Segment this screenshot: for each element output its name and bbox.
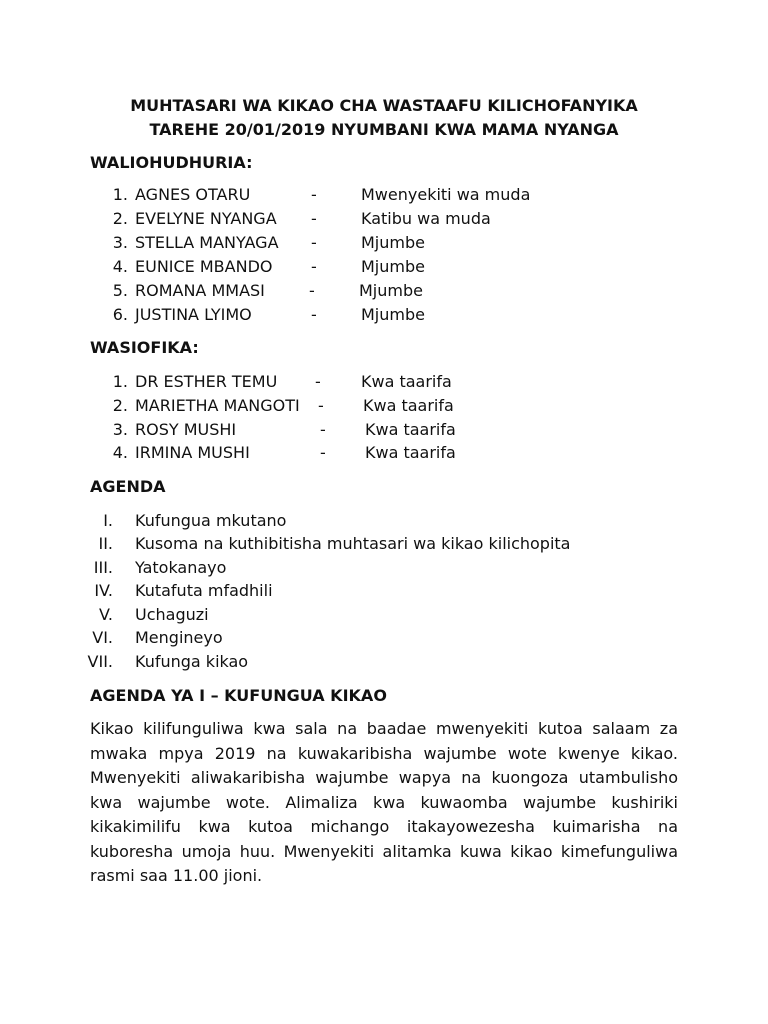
separator-dash: - xyxy=(309,281,315,300)
separator-dash: - xyxy=(311,233,317,252)
attendee-role: Mwenyekiti wa muda xyxy=(361,185,531,204)
attendee-number: 2. xyxy=(112,209,128,228)
section-heading: AGENDA YA I – KUFUNGUA KIKAO xyxy=(90,686,387,705)
attendee-role: Mjumbe xyxy=(361,305,425,324)
separator-dash: - xyxy=(311,209,317,228)
attendee-row xyxy=(0,207,768,231)
attendee-row xyxy=(0,303,768,327)
absentees-heading: WASIOFIKA: xyxy=(90,338,199,357)
attendee-row xyxy=(0,255,768,279)
agenda-item-number: II. xyxy=(98,534,113,553)
agenda-item xyxy=(0,603,768,627)
attendee-row xyxy=(0,231,768,255)
agenda-item xyxy=(0,556,768,580)
absentee-name: ROSY MUSHI xyxy=(135,420,237,439)
agenda-item-text: Mengineyo xyxy=(135,628,223,647)
attendee-name: ROMANA MMASI xyxy=(135,281,265,300)
agenda-item-number: VII. xyxy=(87,652,113,671)
attendee-role: Katibu wa muda xyxy=(361,209,491,228)
agenda-item-text: Kusoma na kuthibitisha muhtasari wa kikao kilichopita xyxy=(135,534,571,553)
absentee-role: Kwa taarifa xyxy=(365,420,456,439)
agenda-item-text: Uchaguzi xyxy=(135,605,209,624)
absentee-name: DR ESTHER TEMU xyxy=(135,372,278,391)
separator-dash: - xyxy=(320,420,326,439)
attendee-row xyxy=(0,183,768,207)
agenda-heading: AGENDA xyxy=(90,477,166,496)
absentee-name: IRMINA MUSHI xyxy=(135,443,250,462)
agenda-item-text: Kutafuta mfadhili xyxy=(135,581,273,600)
attendee-number: 3. xyxy=(112,233,128,252)
attendee-role: Mjumbe xyxy=(361,233,425,252)
agenda-item-number: III. xyxy=(93,558,113,577)
agenda-item-number: IV. xyxy=(94,581,113,600)
separator-dash: - xyxy=(315,372,321,391)
agenda-item-number: V. xyxy=(99,605,113,624)
attendees-heading: WALIOHUDHURIA: xyxy=(90,153,253,172)
absentee-name: MARIETHA MANGOTI xyxy=(135,396,300,415)
separator-dash: - xyxy=(318,396,324,415)
attendee-role: Mjumbe xyxy=(361,257,425,276)
agenda-item xyxy=(0,579,768,603)
separator-dash: - xyxy=(311,257,317,276)
attendee-number: 1. xyxy=(112,185,128,204)
document-title-line-1: MUHTASARI WA KIKAO CHA WASTAAFU KILICHOFANYIKA xyxy=(130,96,638,115)
absentee-number: 2. xyxy=(112,396,128,415)
agenda-item-text: Kufunga kikao xyxy=(135,652,249,671)
agenda-item-text: Kufungua mkutano xyxy=(135,511,287,530)
agenda-item xyxy=(0,650,768,674)
attendee-number: 5. xyxy=(112,281,128,300)
attendee-number: 6. xyxy=(112,305,128,324)
separator-dash: - xyxy=(311,305,317,324)
absentee-number: 3. xyxy=(112,420,128,439)
section-body-paragraph: Kikao kilifunguliwa kwa sala na baadae mwenyekiti kutoa salaam za mwaka mpya 2019 na kuwakaribisha wajumbe wote kwenye kikao. Mwenyekiti aliwakaribisha wajumbe wapya na kuongoza utambulisho kwa wajumbe wote. Alimaliza kwa kuwaomba wajumbe kushiriki kikakimilifu kwa kutoa michango itakayowezesha kuimarisha na kuboresha umoja huu. Mwenyekiti alitamka kuwa kikao kimefunguliwa rasmi saa 11.00 jioni. xyxy=(90,719,678,885)
absentee-row xyxy=(0,441,768,465)
absentee-number: 4. xyxy=(112,443,128,462)
absentee-number: 1. xyxy=(112,372,128,391)
attendee-row xyxy=(0,279,768,303)
absentee-role: Kwa taarifa xyxy=(363,396,454,415)
attendee-name: STELLA MANYAGA xyxy=(135,233,279,252)
absentee-row xyxy=(0,418,768,442)
agenda-item-number: VI. xyxy=(92,628,113,647)
absentee-row xyxy=(0,394,768,418)
agenda-item-text: Yatokanayo xyxy=(135,558,227,577)
separator-dash: - xyxy=(320,443,326,462)
document-title-line-2: TAREHE 20/01/2019 NYUMBANI KWA MAMA NYANGA xyxy=(149,120,619,139)
agenda-item-number: I. xyxy=(103,511,113,530)
attendee-role: Mjumbe xyxy=(359,281,423,300)
agenda-item xyxy=(0,626,768,650)
absentee-row xyxy=(0,370,768,394)
attendee-name: EUNICE MBANDO xyxy=(135,257,273,276)
attendee-name: JUSTINA LYIMO xyxy=(135,305,252,324)
attendee-name: AGNES OTARU xyxy=(135,185,251,204)
attendee-name: EVELYNE NYANGA xyxy=(135,209,277,228)
absentee-role: Kwa taarifa xyxy=(361,372,452,391)
separator-dash: - xyxy=(311,185,317,204)
agenda-item xyxy=(0,509,768,533)
attendee-number: 4. xyxy=(112,257,128,276)
agenda-item xyxy=(0,532,768,556)
absentee-role: Kwa taarifa xyxy=(365,443,456,462)
